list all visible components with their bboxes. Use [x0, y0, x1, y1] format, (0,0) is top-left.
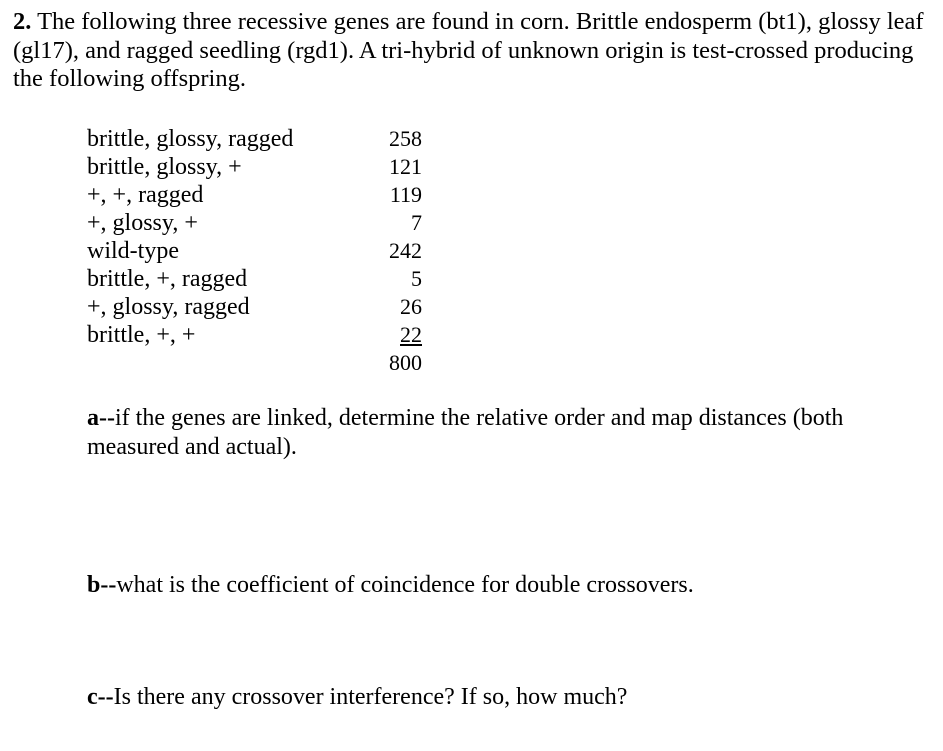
question-c-label: c--: [87, 684, 114, 710]
total-row: [87, 349, 427, 377]
phenotype-label: brittle, glossy, ragged: [87, 126, 294, 152]
question-b-text: what is the coefficient of coincidence for double crossovers.: [116, 572, 694, 598]
table-row: [87, 293, 427, 321]
phenotype-label: brittle, glossy, +: [87, 154, 242, 180]
question-c: [87, 683, 887, 712]
phenotype-label: +, glossy, ragged: [87, 294, 250, 320]
table-row: [87, 125, 427, 153]
offspring-total: 800: [389, 350, 422, 375]
offspring-count: 119: [389, 182, 422, 207]
question-a: [87, 404, 887, 461]
table-row: [87, 153, 427, 181]
offspring-count: 7: [411, 210, 422, 235]
table-row: [87, 321, 427, 349]
offspring-count: 26: [400, 294, 422, 319]
table-row: [87, 237, 427, 265]
problem-number: 2.: [13, 8, 32, 35]
table-row: [87, 181, 427, 209]
phenotype-label: brittle, +, +: [87, 322, 196, 348]
offspring-count: 121: [389, 154, 422, 179]
offspring-count: 258: [389, 126, 422, 151]
question-b-label: b--: [87, 572, 117, 598]
table-row: [87, 265, 427, 293]
question-b: [87, 571, 887, 600]
question-c-text: Is there any crossover interference? If so, how much?: [113, 684, 628, 710]
phenotype-label: brittle, +, ragged: [87, 266, 248, 292]
phenotype-label: +, glossy, +: [87, 210, 198, 236]
offspring-count: 242: [389, 238, 422, 263]
phenotype-label: wild-type: [87, 238, 179, 264]
offspring-count: 5: [411, 266, 422, 291]
table-row: [87, 209, 427, 237]
question-a-text: if the genes are linked, determine the relative order and map distances (both measured and actual).: [87, 405, 844, 460]
offspring-table: [87, 125, 427, 377]
problem-intro: [13, 8, 928, 94]
question-a-label: a--: [87, 405, 115, 431]
phenotype-label: +, +, ragged: [87, 182, 204, 208]
problem-intro-text: The following three recessive genes are found in corn. Brittle endosperm (bt1), glossy leaf (gl17), and ragged seedling (rgd1). A tri-hybrid of unknown origin is test-crossed producing the following offspring.: [13, 8, 924, 92]
offspring-count: 22: [400, 322, 422, 347]
